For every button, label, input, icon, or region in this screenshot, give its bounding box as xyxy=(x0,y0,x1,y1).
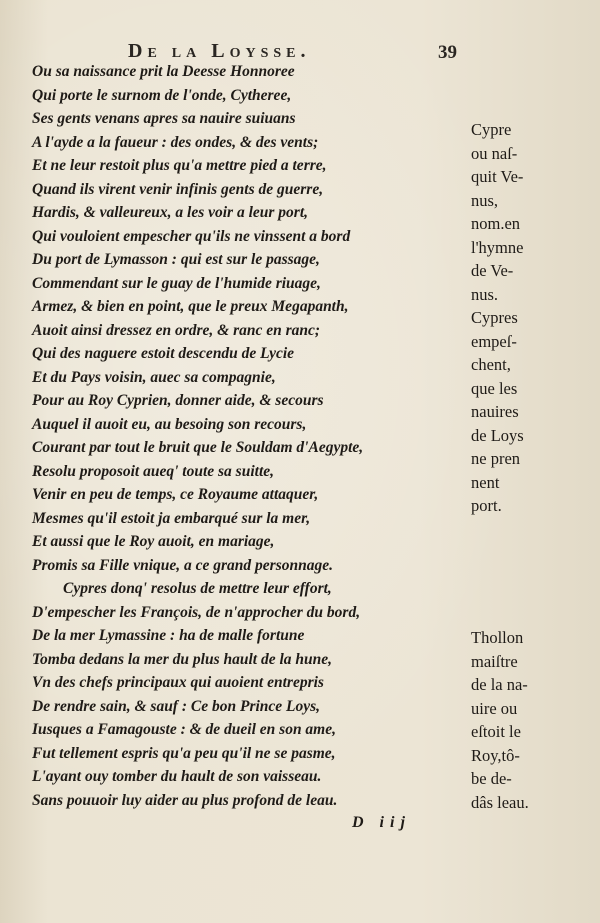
verse-line: Hardis, & valleureux, a les voir a leur port, xyxy=(32,204,308,221)
margin-note-line: nauires xyxy=(471,402,519,421)
margin-note-line: chent, xyxy=(471,355,511,374)
margin-note-line: de la na- xyxy=(471,675,528,694)
verse-line: Qui des naguere estoit descendu de Lycie xyxy=(32,345,295,362)
verse-line: Courant par tout le bruit que le Souldam d'Aegypte, xyxy=(32,439,364,456)
margin-note-line: eſtoit le xyxy=(471,722,521,741)
verse-line: A l'ayde a la faueur : des ondes, & des vents; xyxy=(32,133,319,151)
margin-note-line: de Loys xyxy=(471,425,524,445)
margin-note-line: l'hymne xyxy=(471,237,524,257)
verse-line: Qui vouloient empescher qu'ils ne vinssent a bord xyxy=(32,227,351,245)
margin-note-line: port. xyxy=(471,496,502,515)
verse-line: Commendant sur le guay de l'humide riuage, xyxy=(32,274,321,292)
margin-note-line: empeſ- xyxy=(471,331,517,351)
verse-line: Venir en peu de temps, ce Royaume attaquer, xyxy=(32,486,319,503)
margin-note-line: be de- xyxy=(471,769,512,788)
verse-line: D'empescher les François, de n'approcher du bord, xyxy=(32,603,361,621)
verse-block xyxy=(32,60,452,812)
margin-note-line: uire ou xyxy=(471,698,518,718)
verse-line: Pour au Roy Cyprien, donner aide, & secours xyxy=(32,392,324,409)
verse-line: Du port de Lymasson : qui est sur le passage, xyxy=(32,251,320,268)
margin-note-line: dâs leau. xyxy=(471,792,529,812)
verse-line: Promis sa Fille vnique, a ce grand personnage. xyxy=(32,556,333,574)
verse-line: Quand ils virent venir infinis gents de guerre, xyxy=(32,180,324,198)
margin-note-line: ne pren xyxy=(471,449,521,468)
verse-line: Ou sa naissance prit la Deesse Honnoree xyxy=(32,63,295,80)
margin-note-line: de Ve- xyxy=(471,261,514,280)
verse-line: Fut tellement espris qu'a peu qu'il ne se pasme, xyxy=(32,744,336,762)
margin-note-line: ou naſ- xyxy=(471,143,518,163)
verse-line: Qui porte le surnom de l'onde, Cytheree, xyxy=(32,86,292,104)
verse-line: L'ayant ouy tomber du hault de son vaisseau. xyxy=(32,768,322,785)
verse-line: Mesmes qu'il estoit ja embarqué sur la mer, xyxy=(32,509,311,527)
page-number: 39 xyxy=(438,42,457,63)
margin-note-cypre xyxy=(471,118,581,518)
verse-line: De la mer Lymassine : ha de malle fortune xyxy=(32,627,305,644)
verse-line: Tomba dedans la mer du plus hault de la hune, xyxy=(32,650,333,668)
verse-line: Et du Pays voisin, auec sa compagnie, xyxy=(32,368,276,386)
margin-note-line: Roy,tô- xyxy=(471,745,520,765)
verse-line: Ses gents venans apres sa nauire suiuans xyxy=(32,110,296,127)
verse-line: Resolu proposoit aueq' toute sa suitte, xyxy=(32,462,275,480)
margin-note-line: Cypres xyxy=(471,308,518,327)
margin-note-line: que les xyxy=(471,378,518,398)
margin-note-thollon xyxy=(471,626,581,814)
verse-line: Et aussi que le Roy auoit, en mariage, xyxy=(32,533,275,550)
margin-note-line: maiſtre xyxy=(471,651,518,671)
margin-note-line: nus. xyxy=(471,284,499,304)
margin-note-line: nom.en xyxy=(471,214,521,233)
margin-note-line: Thollon xyxy=(471,628,524,647)
running-title: De la Loysse. xyxy=(128,40,311,62)
verse-line: De rendre sain, & sauf : Ce bon Prince Loys, xyxy=(32,697,321,715)
verse-line: Cypres donq' resolus de mettre leur effort, xyxy=(63,580,332,597)
margin-note-line: nus, xyxy=(471,190,499,210)
catchword-signature: D iij xyxy=(352,814,411,831)
margin-note-line: nent xyxy=(471,472,500,492)
verse-line: Auoit ainsi dressez en ordre, & ranc en ranc; xyxy=(32,321,321,339)
verse-line: Auquel il auoit eu, au besoing son recours, xyxy=(32,415,307,433)
verse-line: Vn des chefs principaux qui auoient entrepris xyxy=(32,674,324,691)
verse-line: Armez, & bien en point, que le preux Megapanth, xyxy=(32,298,349,315)
margin-note-line: Cypre xyxy=(471,120,512,139)
margin-note-line: quit Ve- xyxy=(471,167,524,186)
verse-line: Sans pouuoir luy aider au plus profond de leau. xyxy=(32,791,338,809)
verse-line: Iusques a Famagouste : & de dueil en son ame, xyxy=(32,721,336,738)
verse-line: Et ne leur restoit plus qu'a mettre pied a terre, xyxy=(32,157,327,174)
